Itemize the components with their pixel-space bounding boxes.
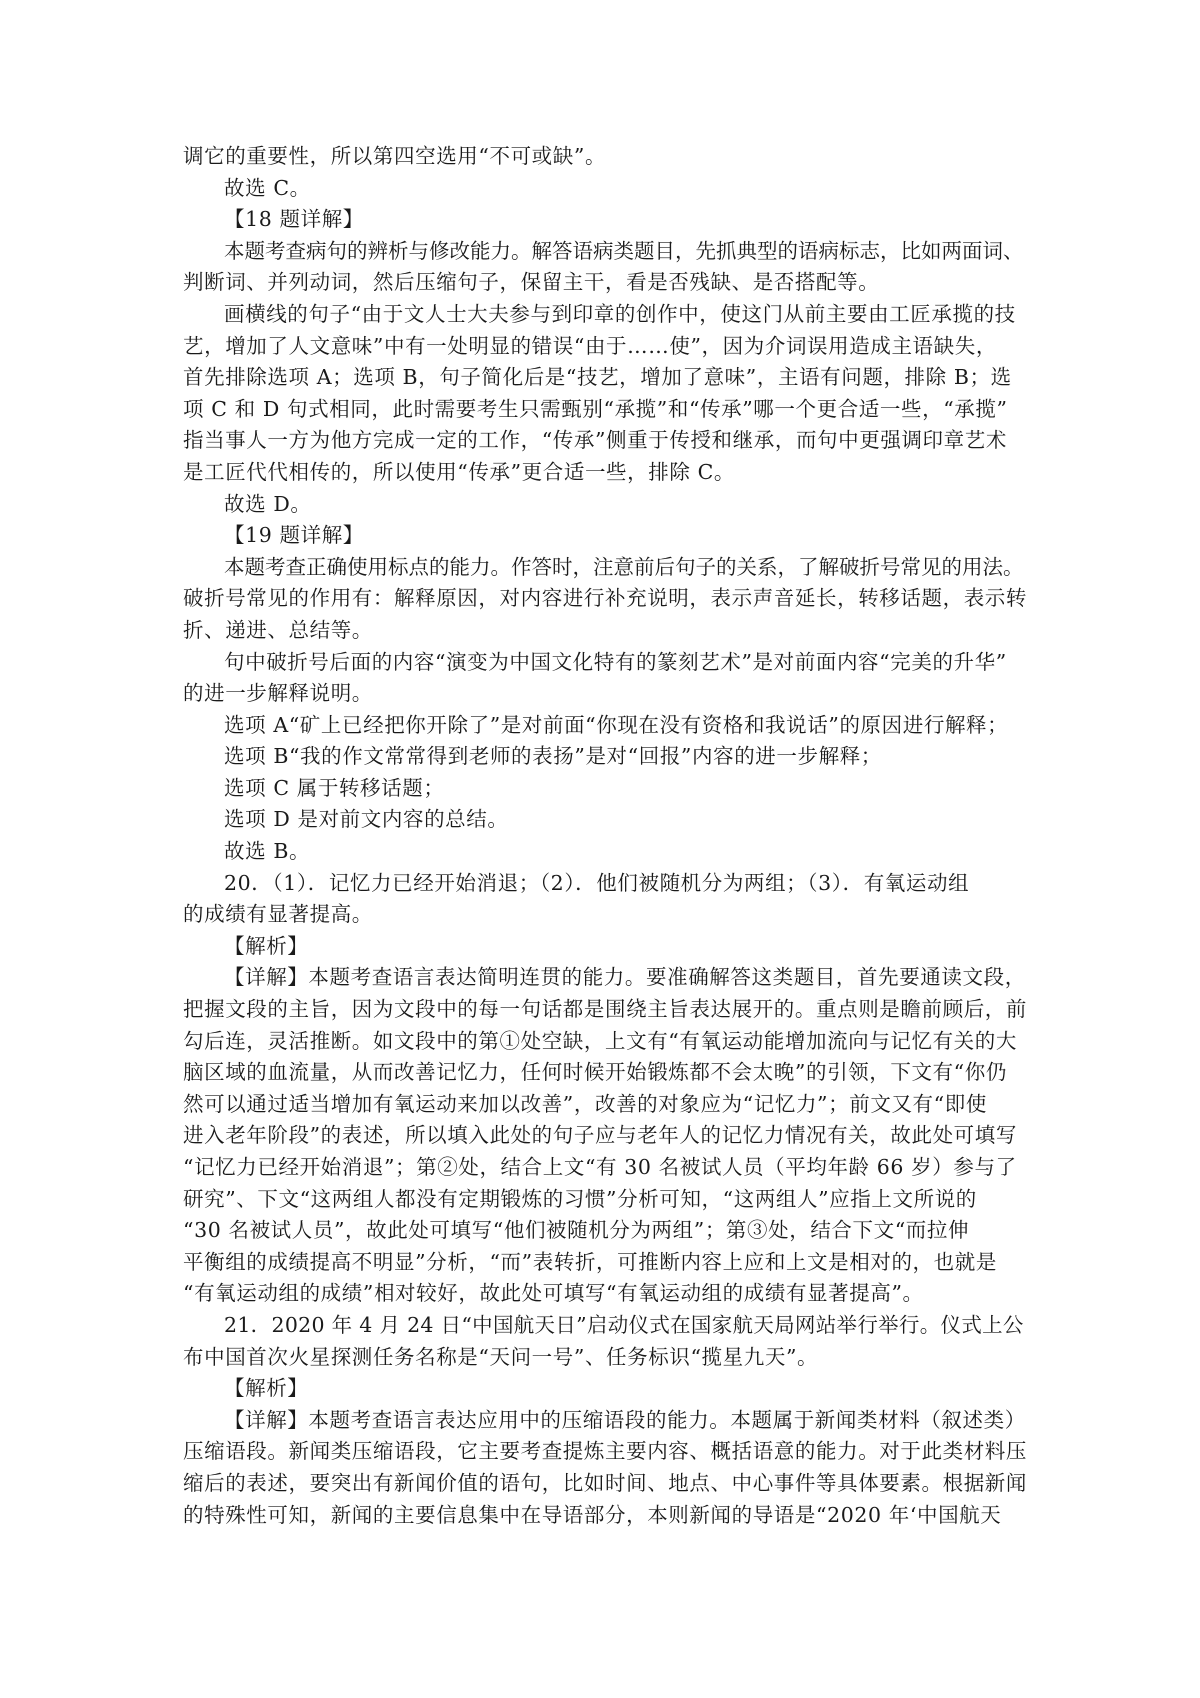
text-line: 故选 B。 (224, 839, 311, 864)
text-line: 进入老年阶段”的表述，所以填入此处的句子应与老年人的记忆力情况有关，故此处可填写 (183, 1123, 1017, 1148)
text-line: 选项 D 是对前文内容的总结。 (224, 807, 509, 832)
document-page (183, 141, 1028, 1531)
text-line: 指当事人一方为他方完成一定的工作，“传承”侧重于传授和继承，而句中更强调印章艺术 (183, 428, 1007, 453)
text-line: 句中破折号后面的内容“演变为中国文化特有的篆刻艺术”是对前面内容“完美的升华” (224, 649, 1007, 674)
text-line: “记忆力已经开始消退”；第②处，结合上文“有 30 名被试人员（平均年龄 66 岁）参与了 (183, 1155, 1017, 1179)
text-line: 21．2020 年 4 月 24 日“中国航天日”启动仪式在国家航天局网站举行举行。仪式上公 (224, 1312, 1024, 1337)
text-line: 20．（1）．记忆力已经开始消退；（2）．他们被随机分为两组；（3）．有氧运动组 (224, 870, 970, 895)
text-line: 的成绩有显著提高。 (183, 902, 373, 927)
text-line: 破折号常见的作用有：解释原因，对内容进行补充说明，表示声音延长，转移话题，表示转 (183, 586, 1027, 611)
text-line: 【18 题详解】 (224, 207, 364, 232)
text-line: 的进一步解释说明。 (183, 681, 373, 706)
text-line: 【19 题详解】 (224, 523, 364, 548)
text-line: 然可以通过适当增加有氧运动来加以改善”，改善的对象应为“记忆力”；前文又有“即使 (183, 1091, 987, 1116)
text-line: 选项 B“我的作文常常得到老师的表扬”是对“回报”内容的进一步解释； (224, 744, 882, 769)
text-line: 压缩语段。新闻类压缩语段，它主要考查提炼主要内容、概括语意的能力。对于此类材料压 (183, 1439, 1027, 1464)
text-line: 判断词、并列动词，然后压缩句子，保留主干，看是否残缺、是否搭配等。 (183, 270, 880, 295)
text-line: 【详解】本题考查语言表达应用中的压缩语段的能力。本题属于新闻类材料（叙述类） (224, 1407, 1026, 1432)
text-line: 首先排除选项 A；选项 B，句子简化后是“技艺，增加了意味”，主语有问题，排除 B；选 (183, 365, 1012, 390)
text-line: 勾后连，灵活推断。如文段中的第①处空缺，上文有“有氧运动能增加流向与记忆有关的大 (183, 1028, 1017, 1053)
text-line: 平衡组的成绩提高不明显”分析，“而”表转折，可推断内容上应和上文是相对的，也就是 (183, 1249, 997, 1274)
text-line: 的特殊性可知，新闻的主要信息集中在导语部分，本则新闻的导语是“2020 年‘中国航天 (183, 1502, 1002, 1527)
text-line: 折、递进、总结等。 (183, 617, 373, 642)
text-line: 本题考查病句的辨析与修改能力。解答语病类题目，先抓典型的语病标志，比如两面词、 (224, 238, 1024, 263)
text-line: 故选 C。 (224, 175, 311, 200)
text-line: 研究”、下文“这两组人都没有定期锻炼的习惯”分析可知，“这两组人”应指上文所说的 (183, 1186, 977, 1211)
text-line: 故选 D。 (224, 491, 312, 516)
text-line: 选项 A“矿上已经把你开除了”是对前面“你现在没有资格和我说话”的原因进行解释； (224, 712, 1009, 737)
text-line: 艺，增加了人文意味”中有一处明显的错误“由于……使”，因为介词误用造成主语缺失， (183, 333, 997, 358)
text-line: 布中国首次火星探测任务名称是“天问一号”、任务标识“揽星九天”。 (183, 1344, 819, 1369)
text-line: 画横线的句子“由于文人士大夫参与到印章的创作中，使这门从前主要由工匠承揽的技 (224, 301, 1016, 326)
text-line: 是工匠代代相传的，所以使用“传承”更合适一些，排除 C。 (183, 459, 735, 484)
text-line: “有氧运动组的成绩”相对较好，故此处可填写“有氧运动组的成绩有显著提高”。 (183, 1281, 924, 1306)
text-line: “30 名被试人员”，故此处可填写“他们被随机分为两组”；第③处，结合下文“而拉伸 (183, 1218, 970, 1243)
text-line: 选项 C 属于转移话题； (224, 775, 445, 800)
text-line: 把握文段的主旨，因为文段中的每一句话都是围绕主旨表达展开的。重点则是瞻前顾后，前 (183, 997, 1027, 1022)
text-line: 项 C 和 D 句式相同，此时需要考生只需甄别“承揽”和“传承”哪一个更合适一些，“承揽” (183, 396, 1008, 421)
text-line: 缩后的表述，要突出有新闻价值的语句，比如时间、地点、中心事件等具体要素。根据新闻 (183, 1470, 1027, 1495)
text-line: 调它的重要性，所以第四空选用“不可或缺”。 (183, 144, 607, 168)
text-line: 【详解】本题考查语言表达简明连贯的能力。要准确解答这类题目，首先要通读文段， (224, 965, 1026, 990)
text-line: 【解析】 (224, 1376, 309, 1401)
text-line: 【解析】 (224, 933, 309, 958)
text-line: 本题考查正确使用标点的能力。作答时，注意前后句子的关系，了解破折号常见的用法。 (224, 554, 1024, 579)
text-line: 脑区域的血流量，从而改善记忆力，任何时候开始锻炼都不会太晚”的引领，下文有“你仍 (183, 1060, 1007, 1085)
